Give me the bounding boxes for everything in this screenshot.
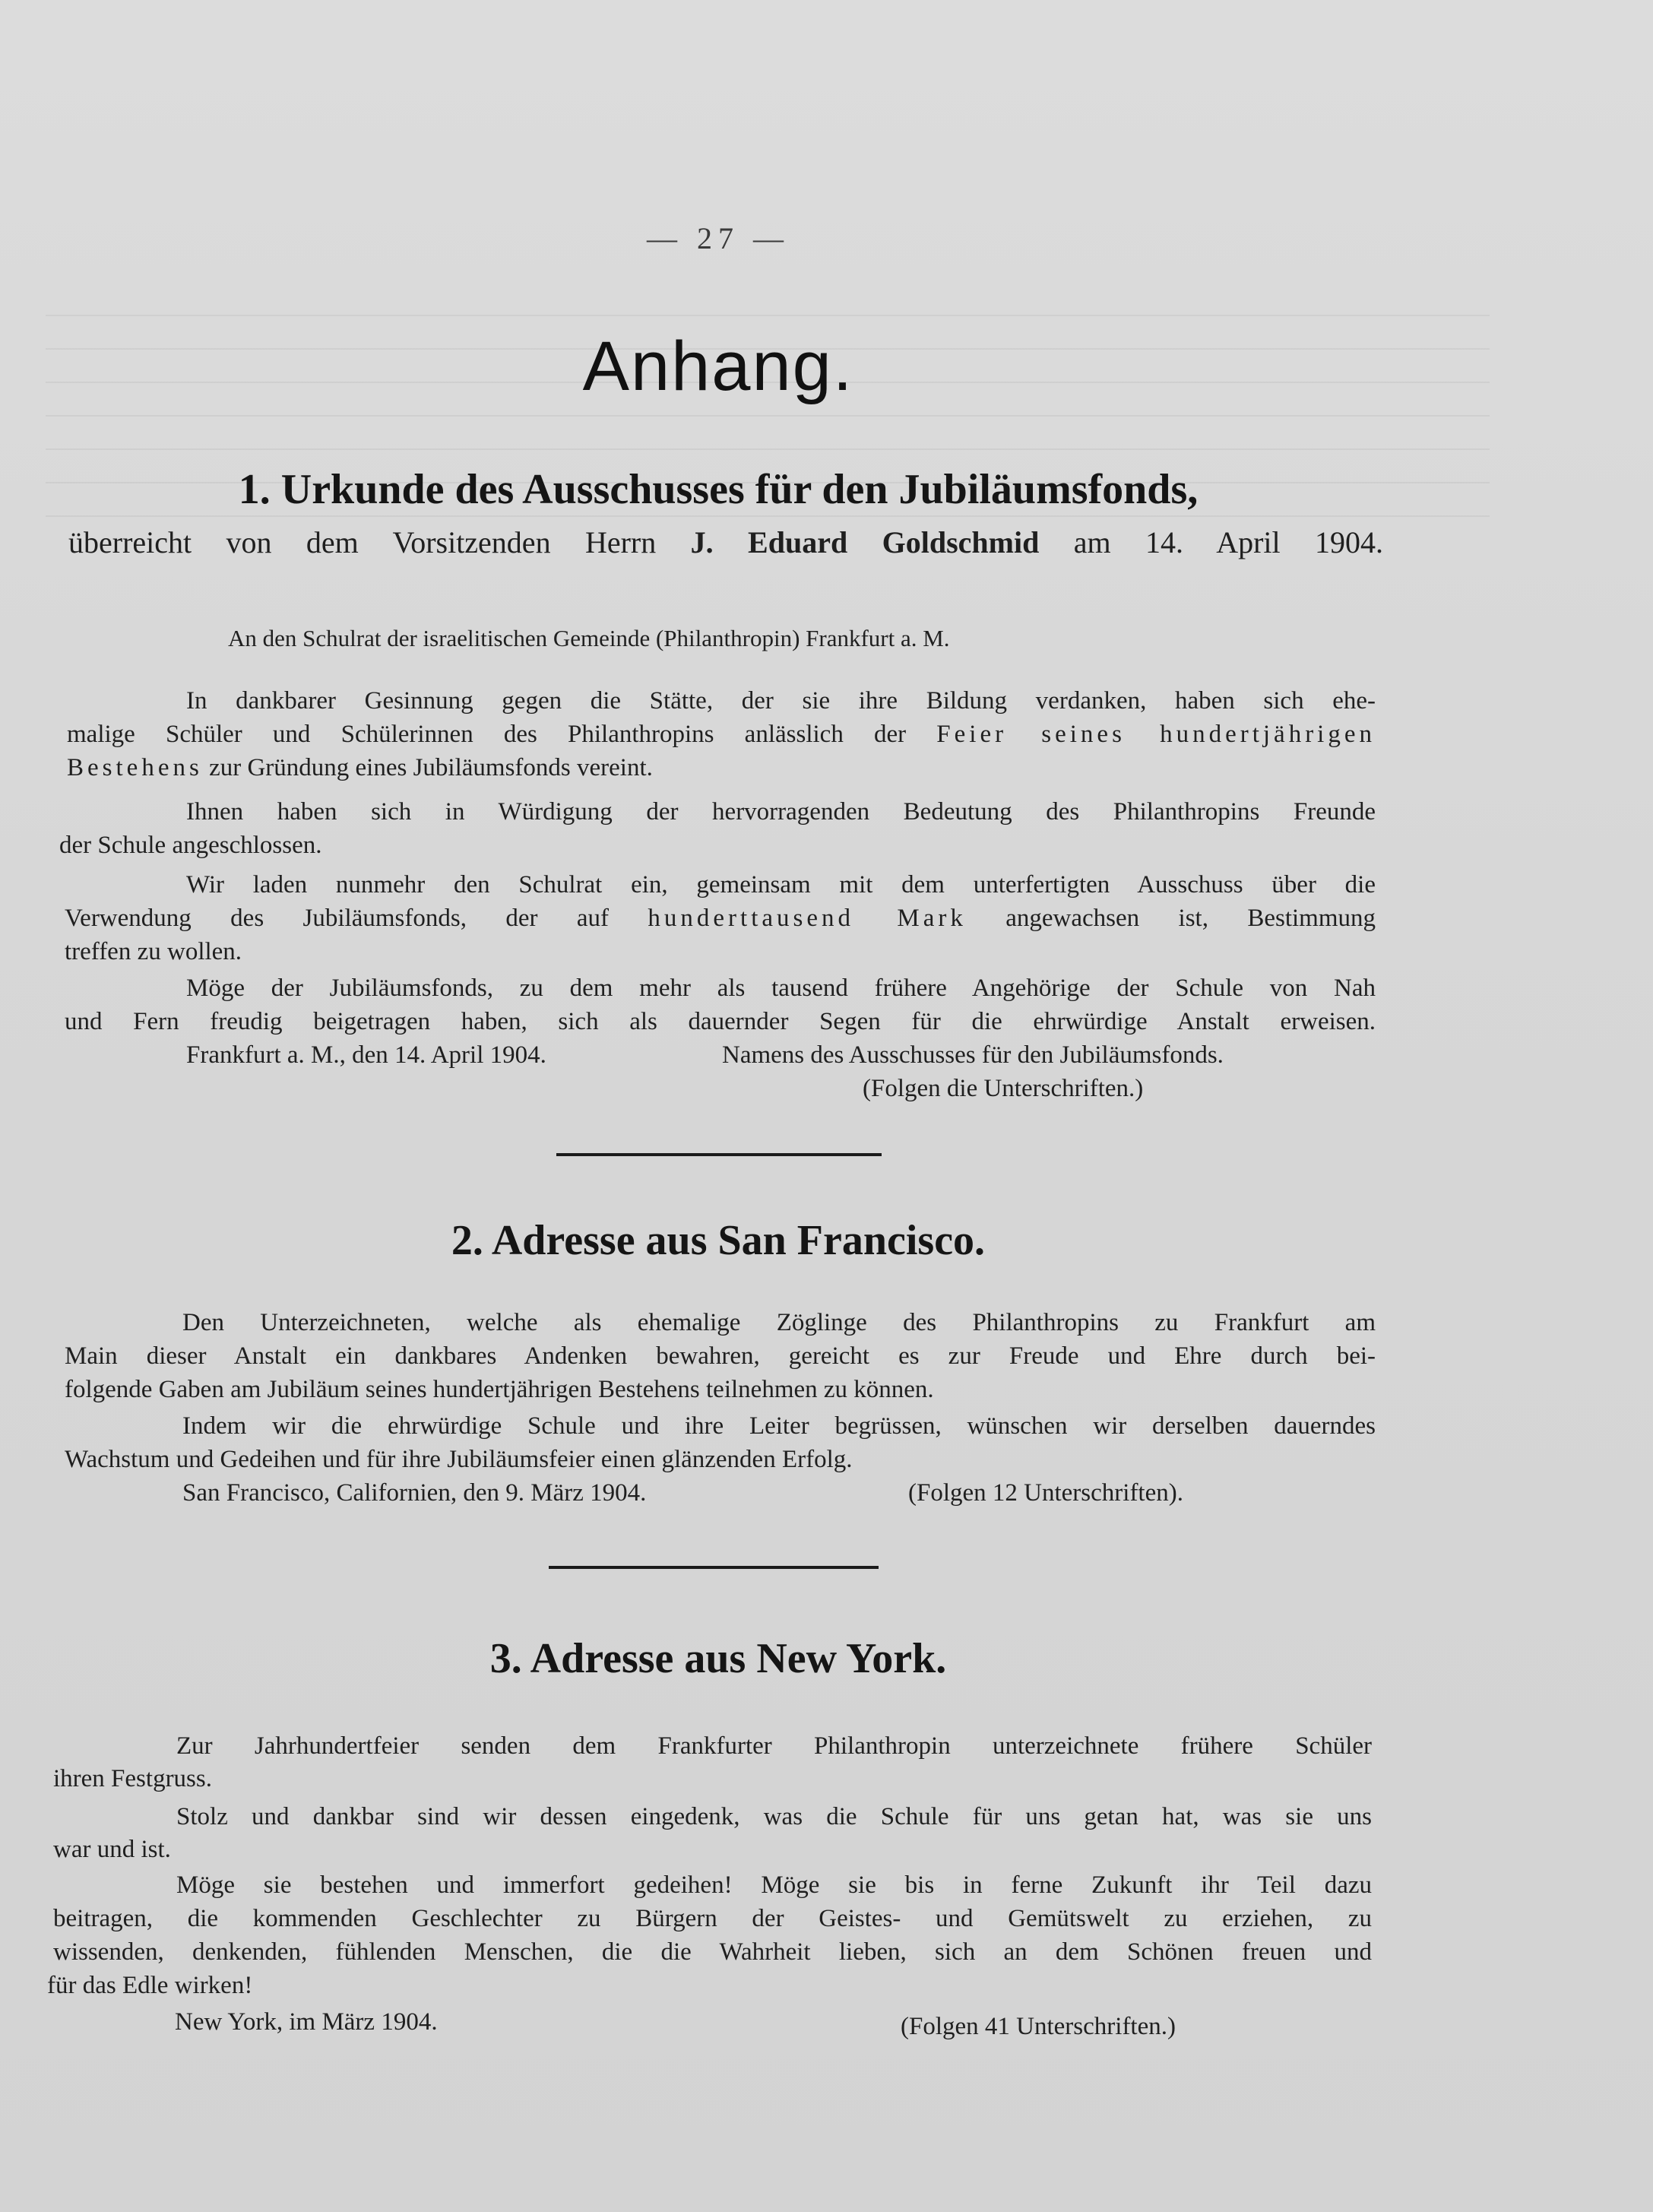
s2-p1-line2: Main dieser Anstalt ein dankbares Andenken bewahren, gereicht es zur Freude und Ehre durch bei- — [65, 1342, 1376, 1370]
s2-p2-line2: Wachstum und Gedeihen und für ihre Jubiläumsfeier einen glänzenden Erfolg. — [65, 1446, 853, 1473]
s1-p3-line1: Wir laden nunmehr den Schulrat ein, gemeinsam mit dem unterfertigten Ausschuss über die — [186, 871, 1376, 898]
s3-p3-line4: für das Edle wirken! — [47, 1972, 253, 1999]
s1-p1-line2a: malige Schüler und Schülerinnen des Philanthropins anlässlich der — [67, 721, 907, 748]
s1-on-behalf: Namens des Ausschusses für den Jubiläumsfonds. — [722, 1041, 1224, 1069]
s3-p3-line2: beitragen, die kommenden Geschlechter zu Bürgern der Geistes- und Gemütswelt zu erziehen, zu — [53, 1905, 1372, 1932]
s1-p3-line2c: angewachsen ist, Bestimmung — [1005, 905, 1376, 932]
s2-signatures: (Folgen 12 Unterschriften). — [908, 1479, 1183, 1507]
s1-p1-line3a: Bestehens — [67, 754, 203, 781]
s2-place-date: San Francisco, Californien, den 9. März 1904. — [182, 1479, 647, 1507]
s1-p3-line2a: Verwendung des Jubiläumsfonds, der auf — [65, 905, 609, 932]
section3-heading: 3. Adresse aus New York. — [489, 1635, 947, 1682]
s1-p2-line2: der Schule angeschlossen. — [59, 832, 322, 859]
s1-p3-line2 — [65, 903, 1376, 933]
s1-p1-line3 — [67, 753, 653, 783]
s1-p2-line1: Ihnen haben sich in Würdigung der hervorragenden Bedeutung des Philanthropins Freunde — [186, 798, 1376, 826]
s3-p3-line1: Möge sie bestehen und immerfort gedeihen! Möge sie bis in ferne Zukunft ihr Teil dazu — [176, 1871, 1372, 1899]
s3-p1-line1: Zur Jahrhundertfeier senden dem Frankfurter Philanthropin unterzeichnete frühere Schüler — [176, 1732, 1372, 1760]
page-number: — 27 — — [647, 221, 790, 255]
section1-sub-name: J. Eduard Goldschmid — [690, 525, 1040, 559]
s2-p1-line1: Den Unterzeichneten, welche als ehemalige Zöglinge des Philanthropins zu Frankfurt am — [182, 1309, 1376, 1336]
s1-place-date: Frankfurt a. M., den 14. April 1904. — [186, 1041, 546, 1069]
s3-p2-line2: war und ist. — [53, 1836, 171, 1863]
section1-address: An den Schulrat der israelitischen Gemeinde (Philanthropin) Frankfurt a. M. — [228, 625, 950, 651]
s3-p1-line2: ihren Festgruss. — [53, 1765, 212, 1792]
s2-p2-line1: Indem wir die ehrwürdige Schule und ihre Leiter begrüssen, wünschen wir derselben dauerndes — [182, 1412, 1376, 1440]
s3-place-date: New York, im März 1904. — [175, 2008, 438, 2036]
s1-p4-line1: Möge der Jubiläumsfonds, zu dem mehr als tausend frühere Angehörige der Schule von Nah — [186, 974, 1376, 1002]
s1-p3-line2b: hunderttausend Mark — [648, 905, 967, 932]
page-title: Anhang. — [582, 328, 854, 405]
s1-p4-line2: und Fern freudig beigetragen haben, sich als dauernder Segen für die ehrwürdige Anstalt erweisen. — [65, 1008, 1376, 1035]
s1-p1-line3b: zur Gründung eines Jubiläumsfonds vereint. — [209, 754, 653, 781]
s1-p1-line1: In dankbarer Gesinnung gegen die Stätte, der sie ihre Bildung verdanken, haben sich ehe- — [186, 687, 1376, 715]
section2-heading: 2. Adresse aus San Francisco. — [451, 1217, 986, 1264]
section-divider-2 — [549, 1566, 879, 1569]
section-divider-1 — [556, 1153, 882, 1156]
s1-p3-line3: treffen zu wollen. — [65, 938, 242, 965]
section1-subline — [68, 524, 1383, 560]
section1-heading: 1. Urkunde des Ausschusses für den Jubiläumsfonds, — [238, 466, 1199, 513]
s1-p1-line2 — [67, 719, 1376, 749]
s3-p2-line1: Stolz und dankbar sind wir dessen eingedenk, was die Schule für uns getan hat, was sie uns — [176, 1803, 1372, 1830]
s1-p1-line2b: Feier seines hundertjährigen — [936, 721, 1376, 748]
s2-p1-line3: folgende Gaben am Jubiläum seines hundertjährigen Bestehens teilnehmen zu können. — [65, 1376, 934, 1403]
s3-signatures: (Folgen 41 Unterschriften.) — [901, 2013, 1176, 2040]
s1-signatures: (Folgen die Unterschriften.) — [863, 1075, 1144, 1102]
section1-sub-b: am 14. April 1904. — [1073, 525, 1384, 559]
s3-p3-line3: wissenden, denkenden, fühlenden Menschen, die die Wahrheit lieben, sich an dem Schönen freuen und — [53, 1938, 1372, 1966]
section1-sub-a: überreicht von dem Vorsitzenden Herrn — [68, 525, 657, 559]
